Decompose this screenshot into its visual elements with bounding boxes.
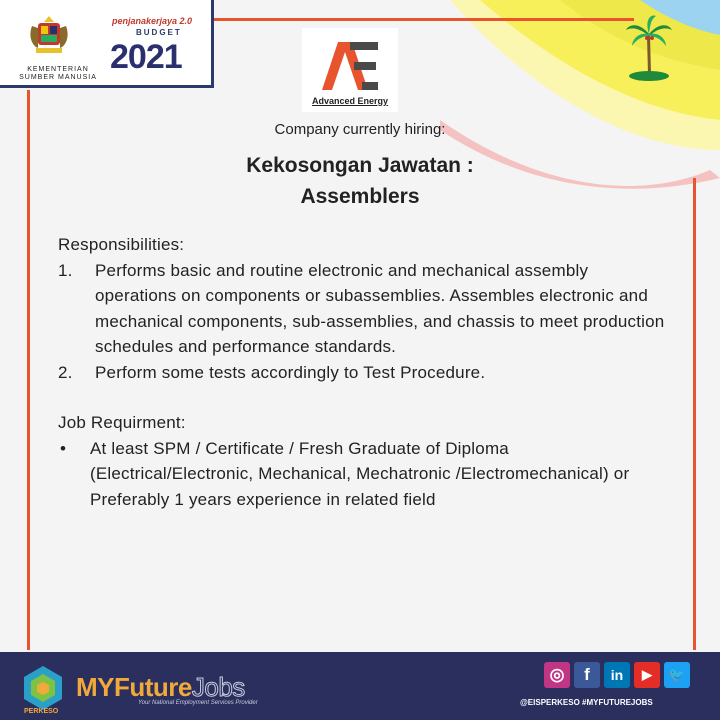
hiring-label: Company currently hiring:	[274, 121, 446, 138]
budget-year: 2021	[110, 38, 182, 76]
company-name: Advanced Energy	[311, 96, 389, 106]
responsibility-text: Perform some tests accordingly to Test Procedure.	[95, 362, 486, 382]
list-item	[58, 258, 668, 360]
linkedin-icon[interactable]: in	[604, 662, 630, 688]
advanced-energy-logo-icon	[322, 38, 378, 94]
list-number: 2.	[58, 362, 73, 382]
job-title-line1: Kekosongan Jawatan :	[246, 154, 474, 177]
ministry-label: KEMENTERIAN SUMBER MANUSIA	[19, 66, 97, 81]
job-title	[0, 150, 720, 212]
perkeso-label: PERKESO	[24, 708, 59, 715]
list-item	[58, 436, 668, 513]
company-logo	[302, 28, 398, 112]
social-links	[544, 662, 690, 688]
campaign-label: penjanakerjaya 2.0	[112, 16, 193, 26]
job-description	[58, 232, 668, 512]
brand-jobs: Jobs	[191, 672, 245, 702]
youtube-icon[interactable]: ▶	[634, 662, 660, 688]
facebook-icon[interactable]: f	[574, 662, 600, 688]
responsibilities-heading: Responsibilities:	[58, 235, 185, 254]
malaysia-crest-icon	[28, 14, 70, 60]
list-number: 1.	[58, 260, 73, 280]
budget-label: BUDGET	[136, 28, 182, 37]
requirements-heading: Job Requirment:	[58, 413, 186, 432]
instagram-icon[interactable]: ◎	[544, 662, 570, 688]
frame-right-border	[693, 178, 696, 650]
ministry-badge	[0, 0, 214, 88]
footer-bar	[0, 652, 720, 720]
responsibility-text: Performs basic and routine electronic and mechanical assembly operations on components or subassemblies. Assembles electronic and mechanical components, sub-assemblies, and chassis to meet production schedules and performance standards.	[95, 260, 665, 356]
list-item	[58, 360, 668, 386]
bullet: •	[60, 438, 67, 458]
frame-top-border	[214, 18, 634, 21]
requirement-text: At least SPM / Certificate / Fresh Graduate of Diploma (Electrical/Electronic, Mechanical, Mechatronic /Electromechanical) or Preferably 1 years experience in related field	[90, 438, 630, 509]
brand-my: MYFuture	[76, 672, 192, 702]
job-title-line2: Assemblers	[300, 185, 420, 208]
palm-tree-icon	[624, 14, 674, 84]
myfuturejobs-brand	[76, 672, 245, 703]
brand-tagline: Your National Employment Services Provider	[138, 700, 258, 706]
social-handles: @EISPERKESO #MYFUTUREJOBS	[520, 698, 653, 707]
twitter-icon[interactable]: 🐦	[664, 662, 690, 688]
